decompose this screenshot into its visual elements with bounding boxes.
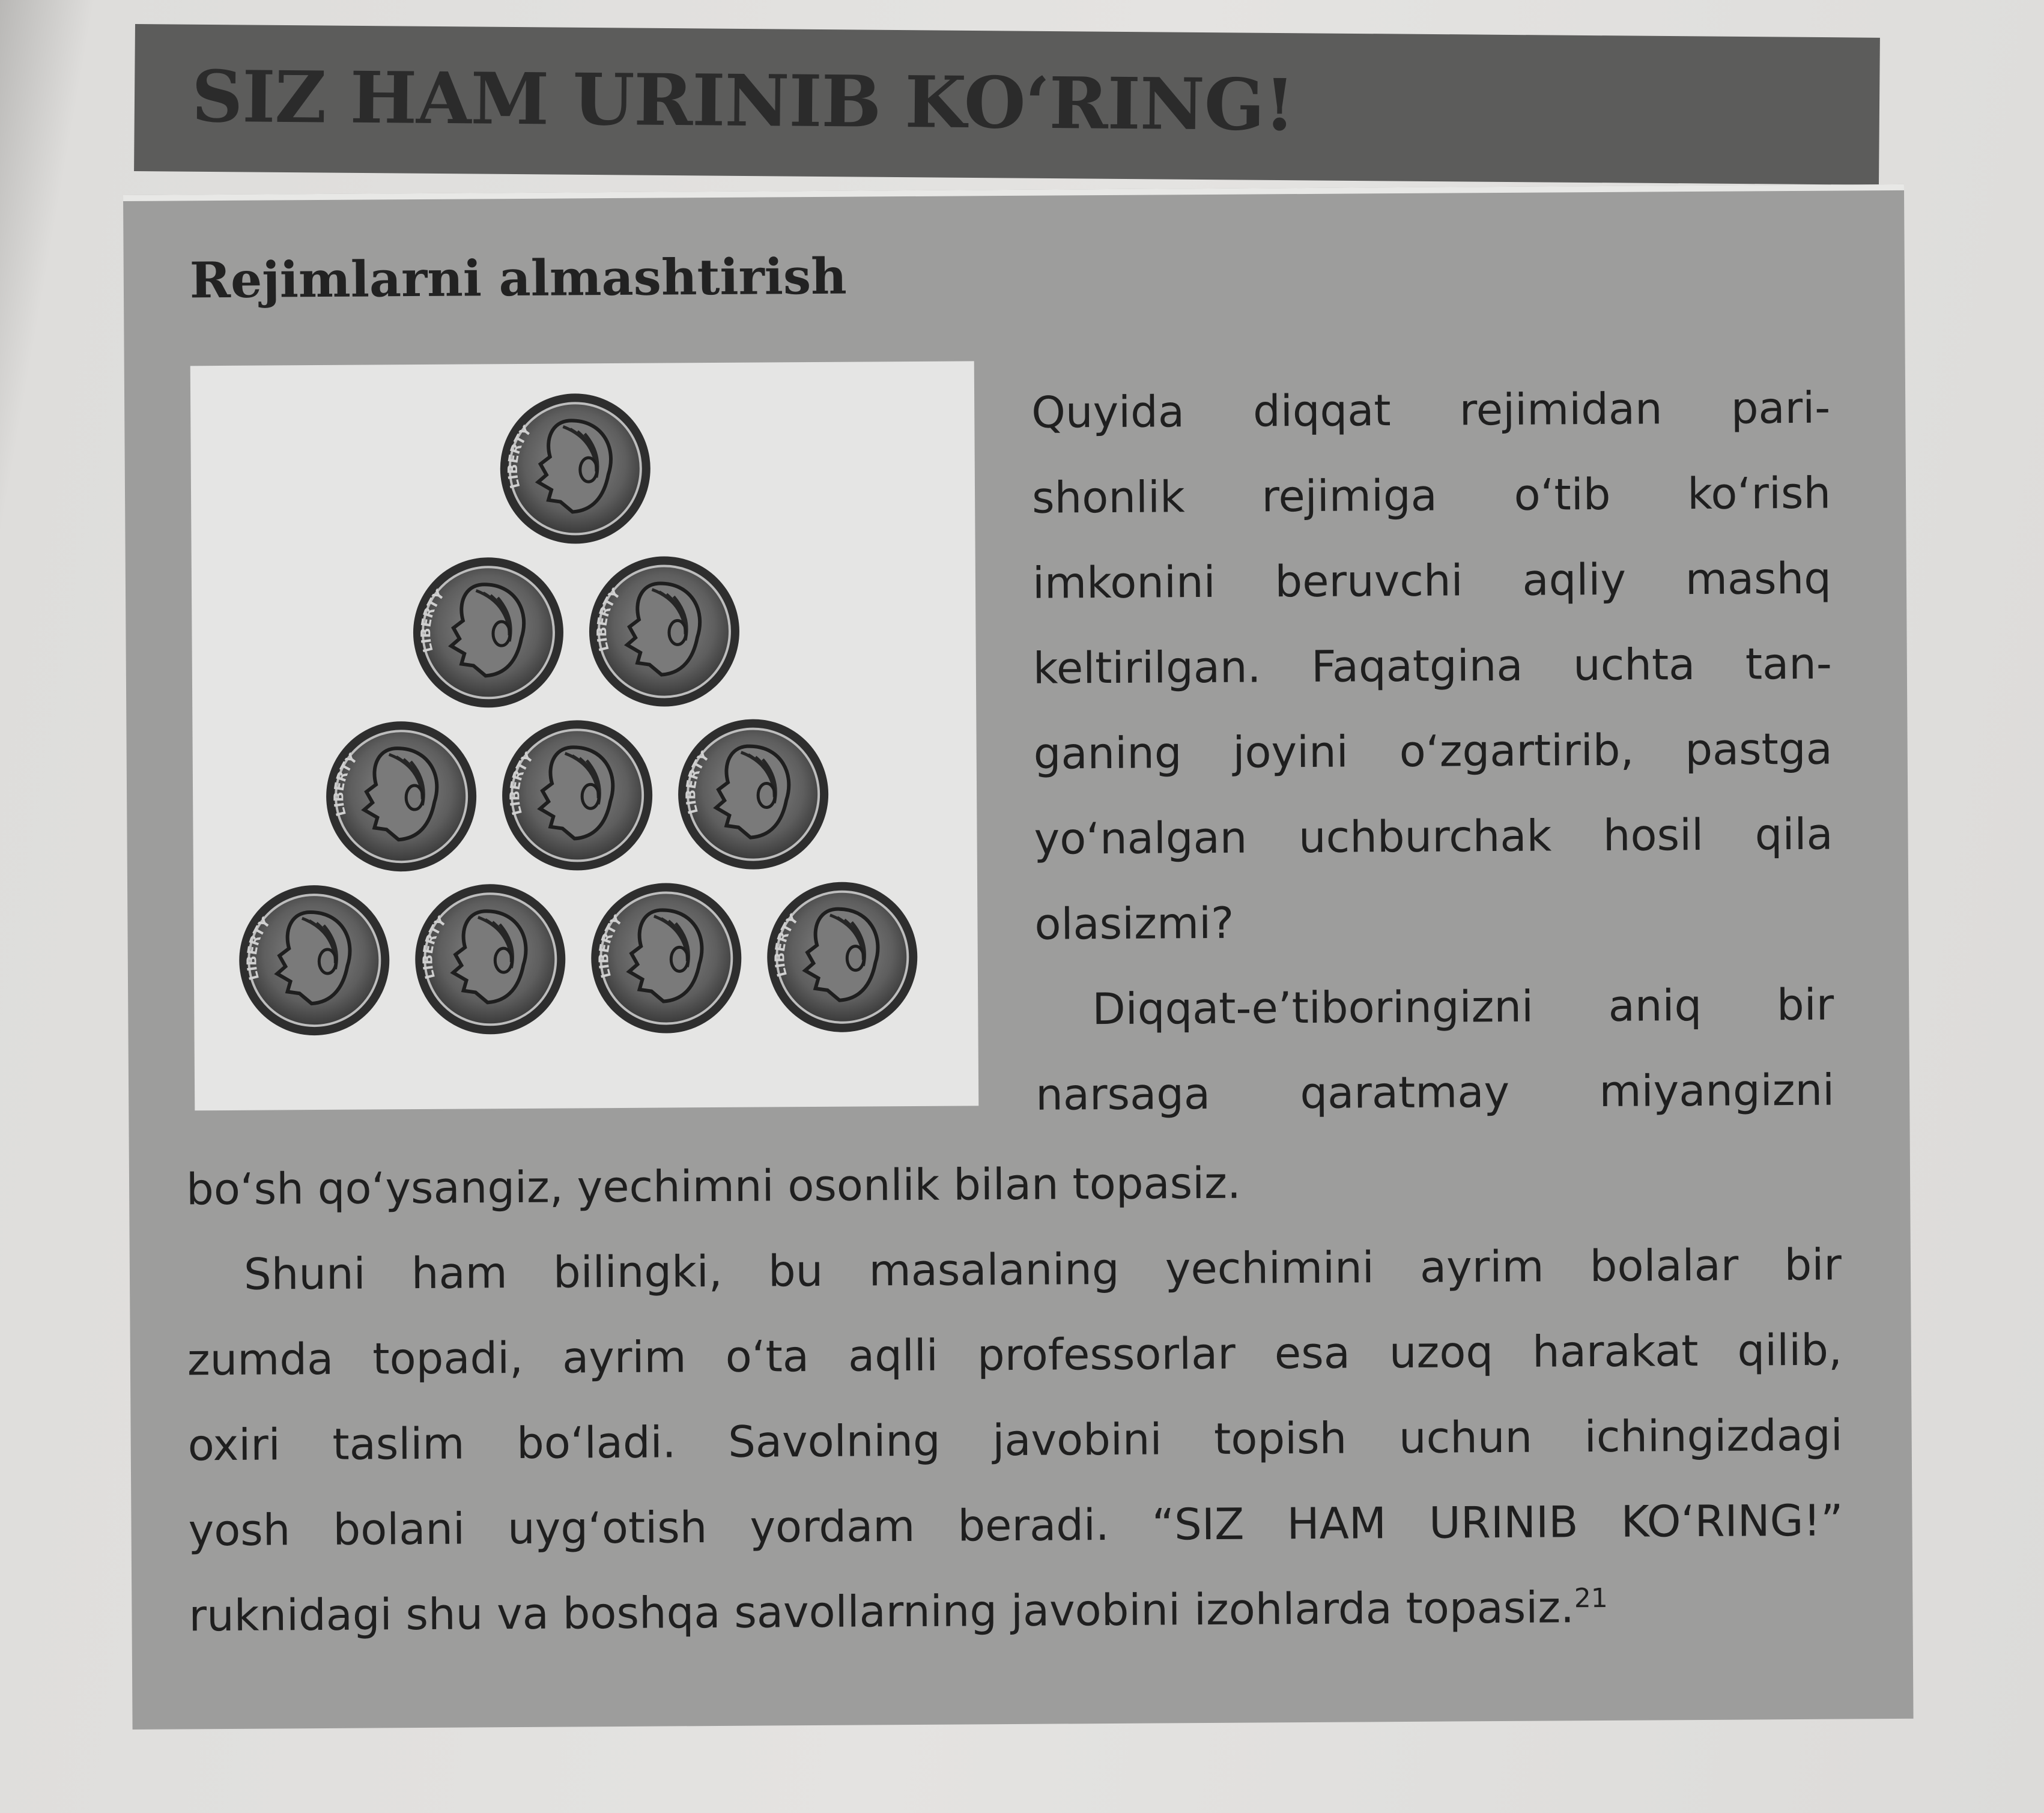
coin-label: LIBERTY bbox=[596, 913, 626, 979]
coin-label: LIBERTY bbox=[420, 913, 450, 981]
text-line: olasizmi? bbox=[1034, 897, 1234, 949]
text-line: boʻsh qoʻysangiz, yechimni osonlik bilan topasiz. bbox=[186, 1157, 1242, 1215]
text-line: yosh bolani uygʻotish yordam beradi. “SIZ HAM URINIB KOʻRING!” bbox=[188, 1495, 1843, 1556]
text-line: imkonini beruvchi aqliy mashq bbox=[1032, 552, 1832, 608]
coin-label: LIBERTY bbox=[506, 423, 535, 490]
coin-label: LIBERTY bbox=[508, 749, 537, 817]
coin-label: LIBERTY bbox=[772, 912, 802, 979]
coin-icon bbox=[500, 393, 651, 545]
coin-label: LIBERTY bbox=[244, 915, 274, 982]
text-line: oxiri taslim boʻladi. Savolning javobini topish uchun ichingizdagi bbox=[187, 1409, 1843, 1471]
coin-icon bbox=[591, 883, 742, 1034]
coin-icon bbox=[767, 882, 918, 1033]
full-paragraph bbox=[186, 1137, 1844, 1659]
coin-triangle-drawing bbox=[190, 361, 979, 1110]
coin-label: LIBERTY bbox=[332, 751, 361, 818]
coin-label: LIBERTY bbox=[684, 749, 713, 816]
coin-icon bbox=[326, 721, 477, 872]
coin-icon bbox=[415, 884, 566, 1035]
coin-triangle-figure bbox=[190, 361, 979, 1110]
text-line: ganing joyini oʻzgartirib, pastga bbox=[1033, 723, 1833, 779]
text-line: keltirilgan. Faqatgina uchta tan- bbox=[1033, 638, 1833, 694]
coin-label: LIBERTY bbox=[419, 587, 448, 654]
exercise-box bbox=[123, 184, 1914, 1730]
text-line: Diqqat-eʼtiboringizni aniq bir bbox=[1092, 979, 1834, 1035]
banner-title: SIZ HAM URINIB KOʻRING! bbox=[191, 54, 1295, 147]
coin-icon bbox=[678, 719, 829, 870]
text-line: Shuni ham bilingki, bu masalaning yechimini ayrim bolalar bir bbox=[243, 1239, 1842, 1300]
coin-icon bbox=[589, 556, 740, 707]
coin-icon bbox=[502, 720, 653, 871]
text-line: Quyida diqqat rejimidan pari- bbox=[1031, 382, 1831, 438]
coin-label: LIBERTY bbox=[595, 586, 624, 653]
text-line: yoʻnalgan uchburchak hosil qila bbox=[1034, 808, 1833, 864]
text-line-content: ruknidagi shu va boshqa savollarning javobini izohlarda topasiz. bbox=[189, 1582, 1575, 1641]
text-line: shonlik rejimiga oʻtib koʻrish bbox=[1031, 467, 1831, 523]
side-paragraph bbox=[1031, 365, 1835, 1137]
section-title: Rejimlarni almashtirish bbox=[189, 247, 847, 310]
header-banner bbox=[134, 24, 1880, 185]
text-line bbox=[189, 1563, 1844, 1659]
text-line: narsaga qaratmay miyangizni bbox=[1035, 1064, 1835, 1120]
text-line: zumda topadi, ayrim oʻta aqlli professorlar esa uzoq harakat qilib, bbox=[187, 1324, 1843, 1385]
coin-icon bbox=[239, 885, 390, 1036]
coin-icon bbox=[413, 557, 564, 709]
footnote-marker: 21 bbox=[1574, 1582, 1608, 1614]
